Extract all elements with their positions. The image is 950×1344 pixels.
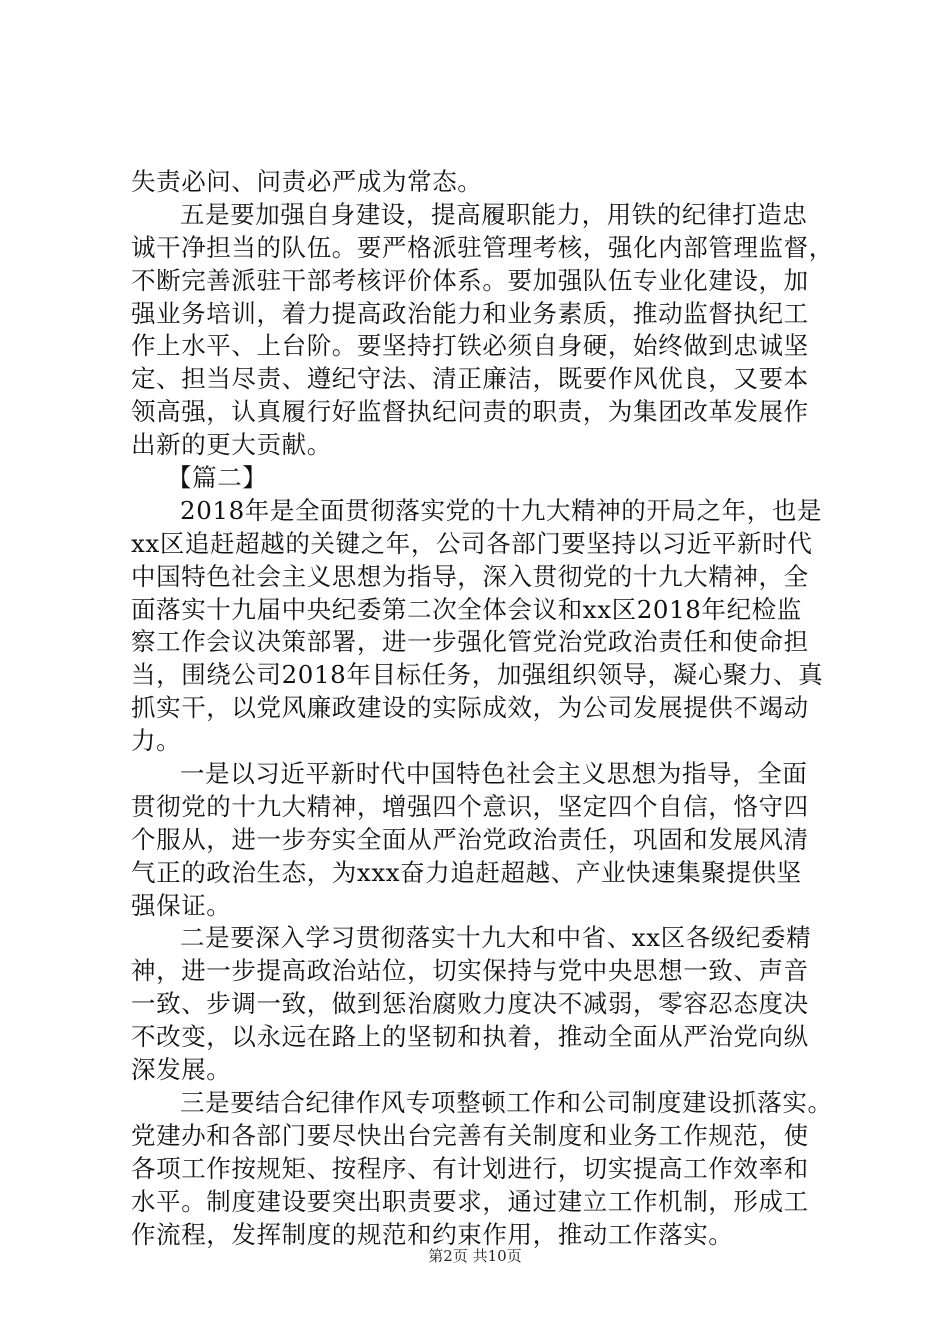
text-line: 神，进一步提高政治站位，切实保持与党中央思想一致、声音: [131, 956, 809, 986]
text-line: 失责必问、问责必严成为常态。: [131, 167, 483, 196]
text-line: 气正的政治生态，为xxx奋力追赶超越、产业快速集聚提供坚: [131, 857, 802, 887]
text-line: 不改变，以永远在路上的坚韧和执着，推动全面从严治党向纵: [131, 1022, 809, 1052]
text-line: 深发展。: [131, 1055, 232, 1085]
text-line: 强保证。: [131, 890, 232, 920]
text-line: 出新的更大贡献。: [131, 430, 332, 460]
text-line: 察工作会议决策部署，进一步强化管党治党政治责任和使命担: [131, 627, 809, 657]
page-number-footer: 第2页 共10页: [428, 1247, 522, 1265]
text-line: 定、担当尽责、遵纪守法、清正廉洁，既要作风优良，又要本: [131, 364, 809, 394]
text-line: 党建办和各部门要尽快出台完善有关制度和业务工作规范，使: [131, 1120, 809, 1150]
text-line: 二是要深入学习贯彻落实十九大和中省、xx区各级纪委精: [180, 923, 812, 953]
section-heading: 【篇二】: [167, 463, 268, 493]
text-line: 领高强，认真履行好监督执纪问责的职责，为集团改革发展作: [131, 397, 809, 427]
text-line: 一是以习近平新时代中国特色社会主义思想为指导，全面: [180, 759, 808, 789]
text-line: 贯彻党的十九大精神，增强四个意识，坚定四个自信，恪守四: [131, 791, 809, 821]
text-line: 一致、步调一致，做到惩治腐败力度决不减弱，零容忍态度决: [131, 989, 809, 1019]
text-line: 不断完善派驻干部考核评价体系。要加强队伍专业化建设，加: [131, 265, 809, 295]
text-line: 作上水平、上台阶。要坚持打铁必须自身硬，始终做到忠诚坚: [131, 331, 809, 361]
text-line: 三是要结合纪律作风专项整顿工作和公司制度建设抓落实。: [180, 1087, 833, 1117]
text-line: 强业务培训，着力提高政治能力和业务素质，推动监督执纪工: [131, 298, 809, 328]
text-line: 力。: [131, 726, 182, 756]
text-line: 五是要加强自身建设，提高履职能力，用铁的纪律打造忠: [180, 199, 808, 229]
text-line: xx区追赶超越的关键之年，公司各部门要坚持以习近平新时代: [131, 528, 813, 558]
text-line: 作流程，发挥制度的规范和约束作用，推动工作落实。: [131, 1219, 734, 1249]
text-line: 中国特色社会主义思想为指导，深入贯彻党的十九大精神，全: [131, 561, 809, 591]
text-line: 抓实干，以党风廉政建设的实际成效，为公司发展提供不竭动: [131, 693, 809, 723]
text-line: 面落实十九届中央纪委第二次全体会议和xx区2018年纪检监: [131, 594, 802, 624]
text-line: 水平。制度建设要突出职责要求，通过建立工作机制，形成工: [131, 1186, 809, 1216]
text-line: 当，围绕公司2018年目标任务，加强组织领导，凝心聚力、真: [131, 660, 824, 690]
text-line: 诚干净担当的队伍。要严格派驻管理考核，强化内部管理监督，: [131, 232, 834, 262]
text-line: 个服从，进一步夯实全面从严治党政治责任，巩固和发展风清: [131, 824, 809, 854]
document-body: [131, 166, 843, 1251]
text-line: 各项工作按规矩、按程序、有计划进行，切实提高工作效率和: [131, 1153, 809, 1183]
text-line: 2018年是全面贯彻落实党的十九大精神的开局之年，也是: [180, 495, 823, 525]
